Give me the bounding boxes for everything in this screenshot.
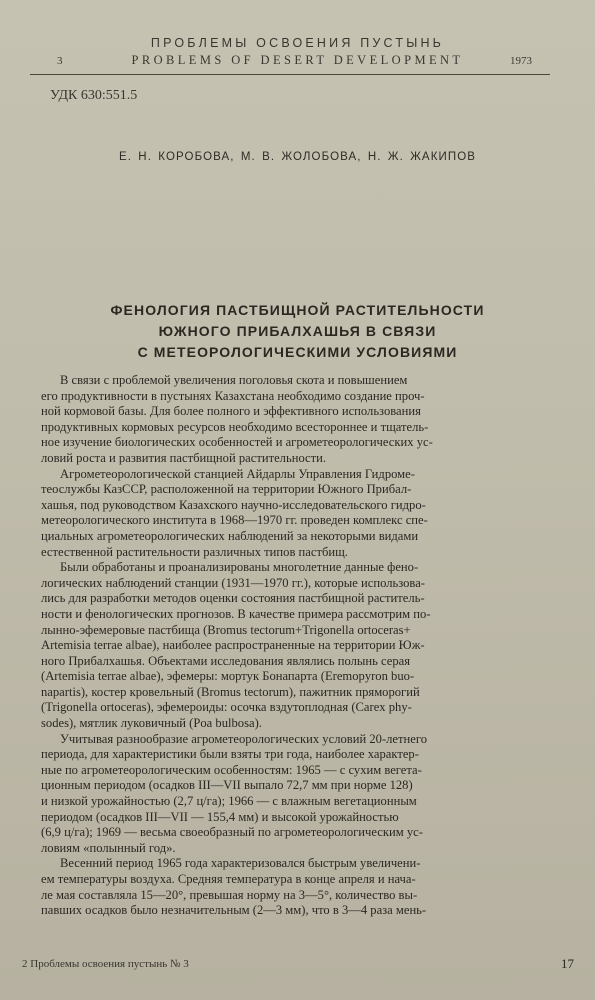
text-line: В связи с проблемой увеличения поголовья скота и повышением [60, 373, 408, 387]
text-line: павших осадков было незначительным (2—3 мм), что в 3—4 раза мень- [41, 903, 427, 918]
page-footer [0, 955, 595, 979]
text-line: sodes), мятлик луковичный (Poa bulbosa). [41, 716, 262, 731]
text-line: (6,9 ц/га); 1969 — весьма своеобразный по агрометеорологическим ус- [41, 825, 423, 840]
header-rule [30, 74, 550, 75]
text-line: ловий роста и развития пастбищной растительности. [41, 450, 327, 465]
text-line: ле мая составляла 15—20°, превышая норму на 3—5°, количество вы- [41, 887, 418, 902]
text-line: его продуктивности в пустынях Казахстана необходимо создание проч- [41, 388, 425, 403]
text-line: периода, для характеристики были взяты три года, наиболее характер- [41, 747, 419, 762]
text-line: Агрометеорологической станцией Айдарлы Управления Гидроме- [60, 466, 415, 481]
text-line: napartis), костер кровельный (Bromus tectorum), пажитник пряморогий [41, 684, 420, 699]
text-line: ной кормовой базы. Для более полного и эффективного использования [41, 404, 421, 419]
issue-year: 1973 [510, 55, 532, 67]
journal-title-ru: ПРОБЛЕМЫ ОСВОЕНИЯ ПУСТЫНЬ [150, 36, 445, 50]
journal-title-en: PROBLEMS OF DESERT DEVELOPMENT [131, 53, 464, 67]
footer-journal-note: 2 Проблемы освоения пустынь № 3 [22, 958, 189, 970]
text-line: и низкой урожайностью (2,7 ц/га); 1966 — с влажным вегетационным [41, 794, 417, 809]
text-line: ного Прибалхашья. Объектами исследования являлись полынь серая [41, 653, 410, 668]
text-line: лынно-эфемеровые пастбища (Bromus tectorum+Trigonella ortoceras+ [41, 622, 411, 637]
udc-code: УДК 630:551.5 [50, 88, 138, 103]
paragraph [41, 560, 580, 732]
text-line: (Trigonella ortoceras), эфемероиды: осочка вздутоплодная (Carex phy- [41, 700, 412, 715]
text-line: хашья, под руководством Казахского научно-исследовательского гидро- [41, 497, 426, 512]
paragraph [41, 466, 580, 561]
text-line: лись для разработки методов оценки состояния пастбищной раститель- [41, 591, 425, 606]
text-line: ные по агрометеорологическим особенностям: 1965 — с сухим вегета- [41, 762, 422, 777]
article-title-line: С МЕТЕОРОЛОГИЧЕСКИМИ УСЛОВИЯМИ [137, 344, 458, 360]
text-line: ционным периодом (осадков III—VII выпало 72,7 мм при норме 128) [41, 778, 413, 793]
text-line: (Artemisia terrae albae), эфемеры: мортук Бонапарта (Eremopyron buo- [41, 669, 415, 684]
text-line: логических наблюдений станции (1931—1970 гг.), которые использова- [41, 575, 425, 590]
article-title-line: ФЕНОЛОГИЯ ПАСТБИЩНОЙ РАСТИТЕЛЬНОСТИ [110, 302, 485, 318]
text-line: циальных агрометеорологических наблюдений за некоторыми видами [41, 528, 419, 543]
text-line: Учитывая разнообразие агрометеорологических условий 20-летнего [60, 731, 427, 746]
text-line: метеорологического института в 1968—1970 гг. проведен комплекс спе- [41, 513, 428, 528]
issue-number: 3 [57, 55, 63, 67]
journal-header [0, 36, 595, 76]
text-line: продуктивных кормовых ресурсов необходимо всестороннее и тщатель- [41, 419, 429, 434]
text-line: ности и фенологических прогнозов. В качестве примера рассмотрим по- [41, 606, 431, 621]
paragraph [41, 856, 580, 918]
article-title-line: ЮЖНОГО ПРИБАЛХАШЬЯ В СВЯЗИ [158, 323, 437, 339]
article-authors: Е. Н. КОРОБОВА, М. В. ЖОЛОБОВА, Н. Ж. ЖАКИПОВ [118, 151, 477, 163]
text-line: ловиям «полынный год». [41, 840, 176, 855]
article-body [41, 373, 580, 919]
article-title [0, 300, 595, 363]
text-line: естественной растительности различных типов пастбищ. [41, 544, 348, 559]
text-line: теослужбы КазССР, расположенной на территории Южного Прибал- [41, 482, 412, 497]
paragraph [41, 731, 580, 857]
text-line: ное изучение биологических особенностей и агрометеорологических ус- [41, 435, 433, 450]
text-line: Были обработаны и проанализированы многолетние данные фено- [60, 560, 419, 575]
text-line: Artemisia terrae albae), наиболее распространенные на территории Юж- [41, 638, 425, 653]
paragraph [41, 373, 580, 467]
text-line: ем температуры воздуха. Средняя температура в конце апреля и нача- [41, 872, 416, 886]
text-line: Весенний период 1965 года характеризовался быстрым увеличени- [60, 856, 421, 871]
page-number: 17 [561, 956, 574, 971]
text-line: периодом (осадков III—VII — 155,4 мм) и высокой урожайностью [41, 809, 399, 824]
